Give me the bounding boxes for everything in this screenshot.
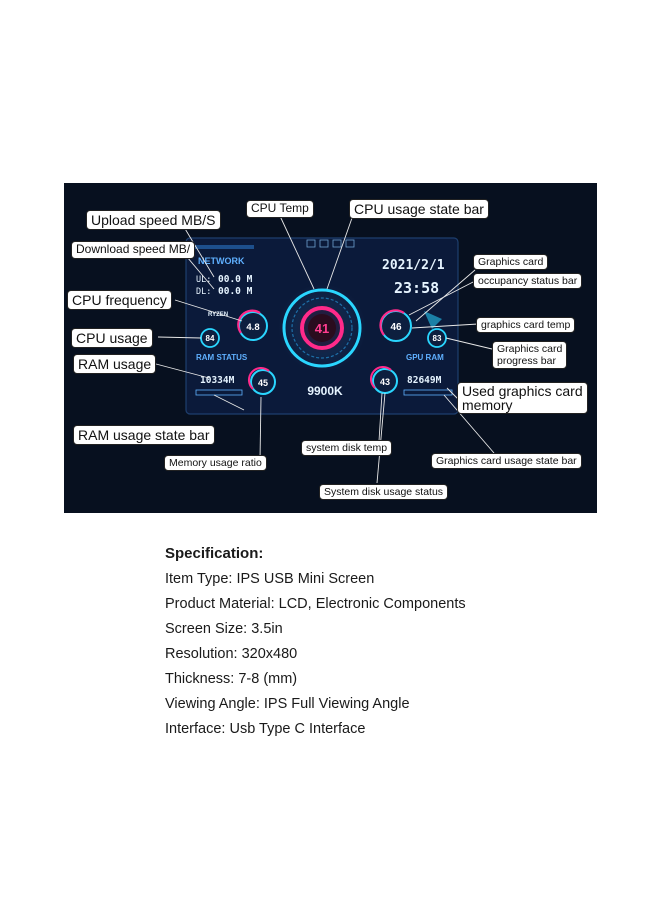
spec-item-type: Item Type: IPS USB Mini Screen bbox=[165, 571, 375, 587]
callout-ram-usage-bar: RAM usage state bar bbox=[73, 425, 215, 445]
callout-system-disk-status: System disk usage status bbox=[319, 484, 448, 500]
memory-ratio-value: 45 bbox=[257, 378, 269, 388]
spec-title: Specification: bbox=[165, 545, 264, 562]
dl-value: 00.0 M bbox=[218, 286, 253, 297]
callout-memory-ratio: Memory usage ratio bbox=[164, 455, 267, 471]
cpu-usage-value: 84 bbox=[205, 334, 215, 343]
screen-top-strip bbox=[190, 245, 254, 249]
callout-system-disk-temp: system disk temp bbox=[301, 440, 392, 456]
callout-gpu-usage-bar: Graphics card usage state bar bbox=[431, 453, 582, 469]
date-display: 2021/2/1 bbox=[382, 258, 445, 273]
gpu-temp-value: 46 bbox=[390, 322, 402, 333]
callout-ram-usage: RAM usage bbox=[73, 354, 156, 374]
callout-cpu-frequency: CPU frequency bbox=[67, 290, 172, 310]
time-display: 23:58 bbox=[394, 279, 440, 297]
network-label: NETWORK bbox=[198, 256, 245, 266]
ul-label: UL: bbox=[196, 275, 212, 285]
cpu-temp-value: 41 bbox=[314, 321, 330, 336]
spec-screen-size: Screen Size: 3.5in bbox=[165, 621, 283, 637]
callout-gpu-progress: Graphics card progress bar bbox=[492, 341, 567, 369]
spec-resolution: Resolution: 320x480 bbox=[165, 646, 298, 662]
callout-cpu-usage-bar: CPU usage state bar bbox=[349, 199, 489, 219]
spec-material: Product Material: LCD, Electronic Components bbox=[165, 596, 466, 612]
ram-status-label: RAM STATUS bbox=[196, 353, 248, 362]
product-diagram bbox=[64, 183, 597, 513]
callout-cpu-temp: CPU Temp bbox=[246, 200, 314, 218]
callout-cpu-usage: CPU usage bbox=[71, 328, 153, 348]
callout-download-speed: Download speed MB/ bbox=[71, 241, 195, 259]
system-disk-value: 43 bbox=[379, 377, 391, 387]
cpu-brand-label: RYZEN bbox=[208, 312, 229, 318]
callout-used-gpu-memory: Used graphics card memory bbox=[457, 382, 588, 414]
cpu-model: 9900K bbox=[307, 384, 343, 398]
spec-interface: Interface: Usb Type C Interface bbox=[165, 721, 366, 737]
ram-value: 10334M bbox=[200, 375, 235, 386]
gpu-ram-label: GPU RAM bbox=[406, 353, 444, 362]
spec-viewing-angle: Viewing Angle: IPS Full Viewing Angle bbox=[165, 696, 410, 712]
callout-gpu-occupancy: occupancy status bar bbox=[473, 273, 582, 289]
spec-thickness: Thickness: 7-8 (mm) bbox=[165, 671, 298, 687]
callout-upload-speed: Upload speed MB/S bbox=[86, 210, 221, 230]
dl-label: DL: bbox=[196, 287, 212, 297]
ul-value: 00.0 M bbox=[218, 274, 253, 285]
callout-gpu-temp: graphics card temp bbox=[476, 317, 575, 333]
gpu-progress-value: 83 bbox=[432, 334, 442, 343]
gpu-ram-value: 82649M bbox=[407, 375, 442, 386]
cpu-frequency-value: 4.8 bbox=[246, 322, 260, 333]
callout-graphics-card: Graphics card bbox=[473, 254, 548, 270]
